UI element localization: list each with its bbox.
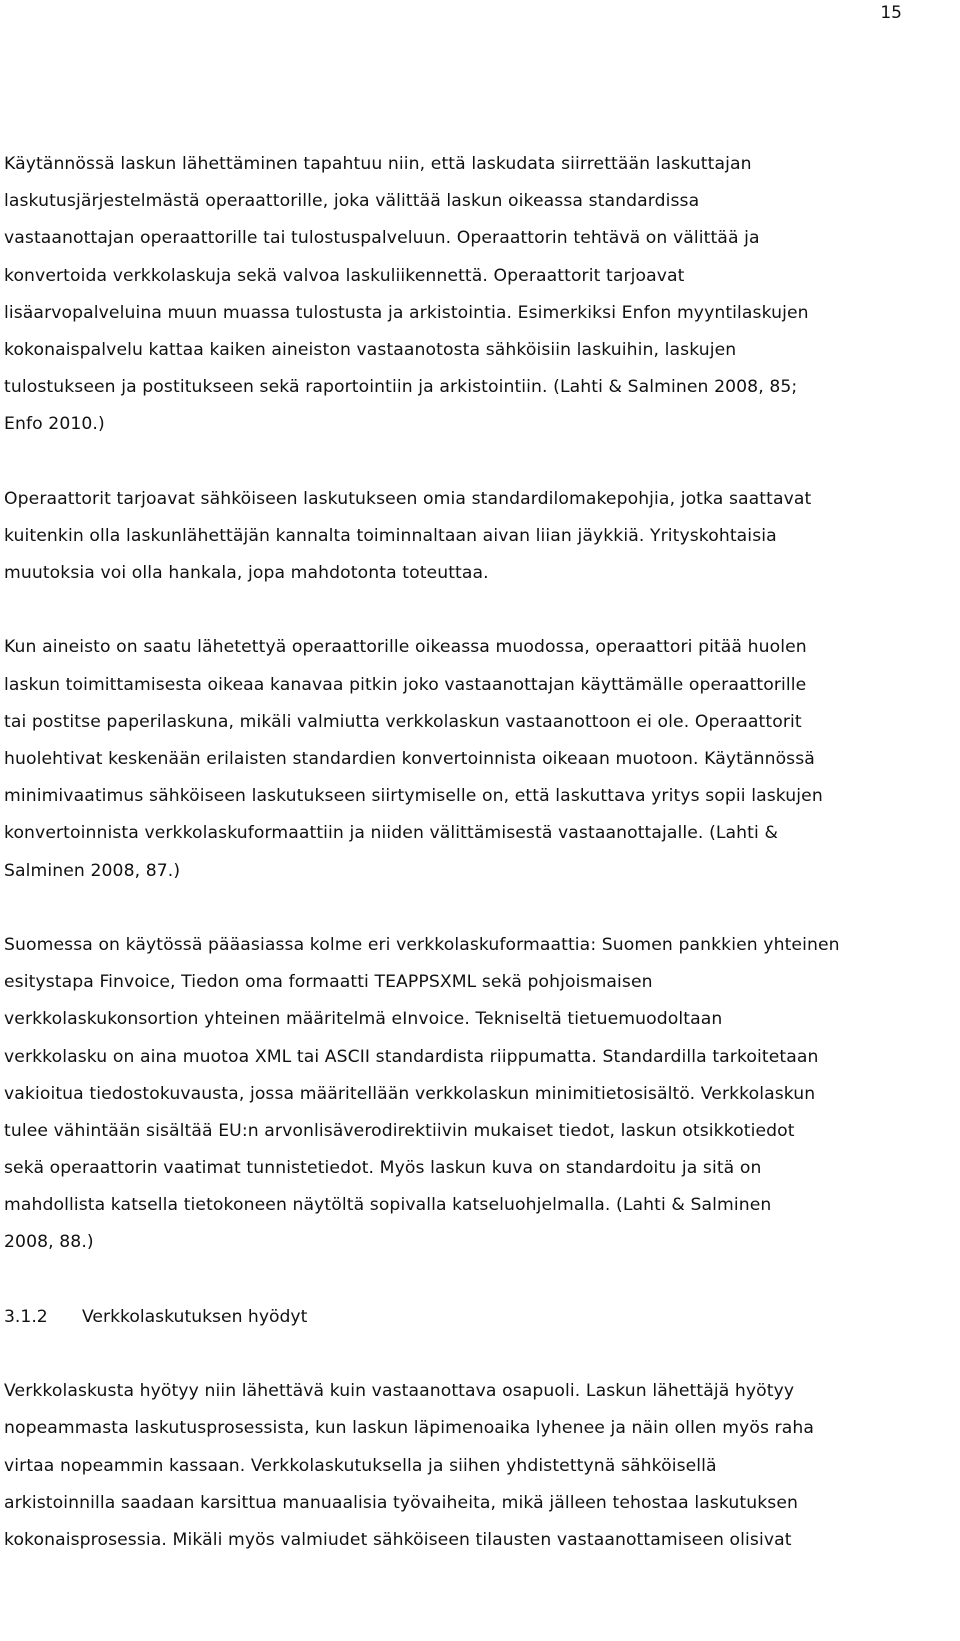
text-line: laskutusjärjestelmästä operaattorille, joka välittää laskun oikeassa standardissa: [4, 191, 700, 212]
text-line: Verkkolaskusta hyötyy niin lähettävä kuin vastaanottava osapuoli. Laskun lähettäjä hyötyy: [4, 1381, 795, 1402]
document-body: [4, 146, 944, 1559]
paragraph-benefits: [4, 1373, 944, 1559]
text-line: Operaattorit tarjoavat sähköiseen laskutukseen omia standardilomakepohjia, jotka saattavat: [4, 488, 812, 509]
paragraph-operator-role: [4, 146, 944, 444]
text-line: arkistoinnilla saadaan karsittua manuaalisia työvaiheita, mikä jälleen tehostaa laskutuksen: [4, 1492, 799, 1513]
paragraph-operator-templates: [4, 481, 944, 593]
page-number: 15: [880, 3, 902, 23]
text-line: vastaanottajan operaattorille tai tulostuspalveluun. Operaattorin tehtävä on välittää ja: [4, 228, 760, 249]
text-line: nopeammasta laskutusprosessista, kun laskun läpimenoaika lyhenee ja näin ollen myös raha: [4, 1418, 814, 1439]
text-line: mahdollista katsella tietokoneen näytöltä sopivalla katseluohjelmalla. (Lahti & Salminen: [4, 1195, 772, 1216]
text-line: sekä operaattorin vaatimat tunnistetiedot. Myös laskun kuva on standardoitu ja sitä on: [4, 1158, 762, 1179]
text-line: verkkolasku on aina muotoa XML tai ASCII standardista riippumatta. Standardilla tarkoitetaan: [4, 1046, 819, 1067]
text-line: vakioitua tiedostokuvausta, jossa määritellään verkkolaskun minimitietosisältö. Verkkolaskun: [4, 1083, 816, 1104]
paragraph-formats: [4, 927, 944, 1262]
text-line: 2008, 88.): [4, 1232, 94, 1253]
text-line: kokonaispalvelu kattaa kaiken aineiston vastaanotosta sähköisiin laskuihin, laskujen: [4, 339, 737, 360]
section-heading: [4, 1299, 944, 1336]
paragraph-delivery: [4, 629, 944, 889]
text-line: huolehtivat keskenään erilaisten standardien konvertoinnista oikeaan muotoon. Käytännössä: [4, 749, 815, 769]
text-line: Suomessa on käytössä pääasiassa kolme eri verkkolaskuformaattia: Suomen pankkien yhteinen: [4, 934, 840, 955]
text-line: muutoksia voi olla hankala, jopa mahdotonta toteuttaa.: [4, 563, 489, 584]
text-line: verkkolaskukonsortion yhteinen määritelmä eInvoice. Tekniseltä tietuemuodoltaan: [4, 1009, 723, 1030]
text-line: Käytännössä laskun lähettäminen tapahtuu niin, että laskudata siirrettään laskuttajan: [4, 154, 752, 174]
text-line: Kun aineisto on saatu lähetettyä operaattorille oikeassa muodossa, operaattori pitää huolen: [4, 637, 807, 658]
section-title: Verkkolaskutuksen hyödyt: [82, 1306, 308, 1327]
text-line: laskun toimittamisesta oikeaa kanavaa pitkin joko vastaanottajan käyttämälle operaattorille: [4, 674, 807, 695]
text-line: Enfo 2010.): [4, 414, 105, 435]
text-line: lisäarvopalveluina muun muassa tulostusta ja arkistointia. Esimerkiksi Enfon myyntilaskujen: [4, 302, 809, 323]
text-line: konvertoinnista verkkolaskuformaattiin ja niiden välittämisestä vastaanottajalle. (Lahti &: [4, 823, 778, 844]
text-line: tulee vähintään sisältää EU:n arvonlisäverodirektiivin mukaiset tiedot, laskun otsikkotiedot: [4, 1120, 795, 1141]
text-line: konvertoida verkkolaskuja sekä valvoa laskuliikennettä. Operaattorit tarjoavat: [4, 265, 685, 286]
text-line: minimivaatimus sähköiseen laskutukseen siirtymiselle on, että laskuttava yritys sopii laskujen: [4, 786, 823, 807]
text-line: tai postitse paperilaskuna, mikäli valmiutta verkkolaskun vastaanottoon ei ole. Operaattorit: [4, 711, 802, 732]
text-line: kokonaisprosessia. Mikäli myös valmiudet sähköiseen tilausten vastaanottamiseen olisivat: [4, 1529, 792, 1550]
section-number: 3.1.2: [4, 1306, 48, 1327]
text-line: Salminen 2008, 87.): [4, 860, 181, 881]
text-line: tulostukseen ja postitukseen sekä raportointiin ja arkistointiin. (Lahti & Salminen 2008, 85;: [4, 377, 798, 398]
text-line: esitystapa Finvoice, Tiedon oma formaatti TEAPPSXML sekä pohjoismaisen: [4, 972, 653, 993]
text-line: kuitenkin olla laskunlähettäjän kannalta toiminnaltaan aivan liian jäykkiä. Yrityskohtaisia: [4, 525, 777, 546]
text-line: virtaa nopeammin kassaan. Verkkolaskutuksella ja siihen yhdistettynä sähköisellä: [4, 1455, 717, 1476]
